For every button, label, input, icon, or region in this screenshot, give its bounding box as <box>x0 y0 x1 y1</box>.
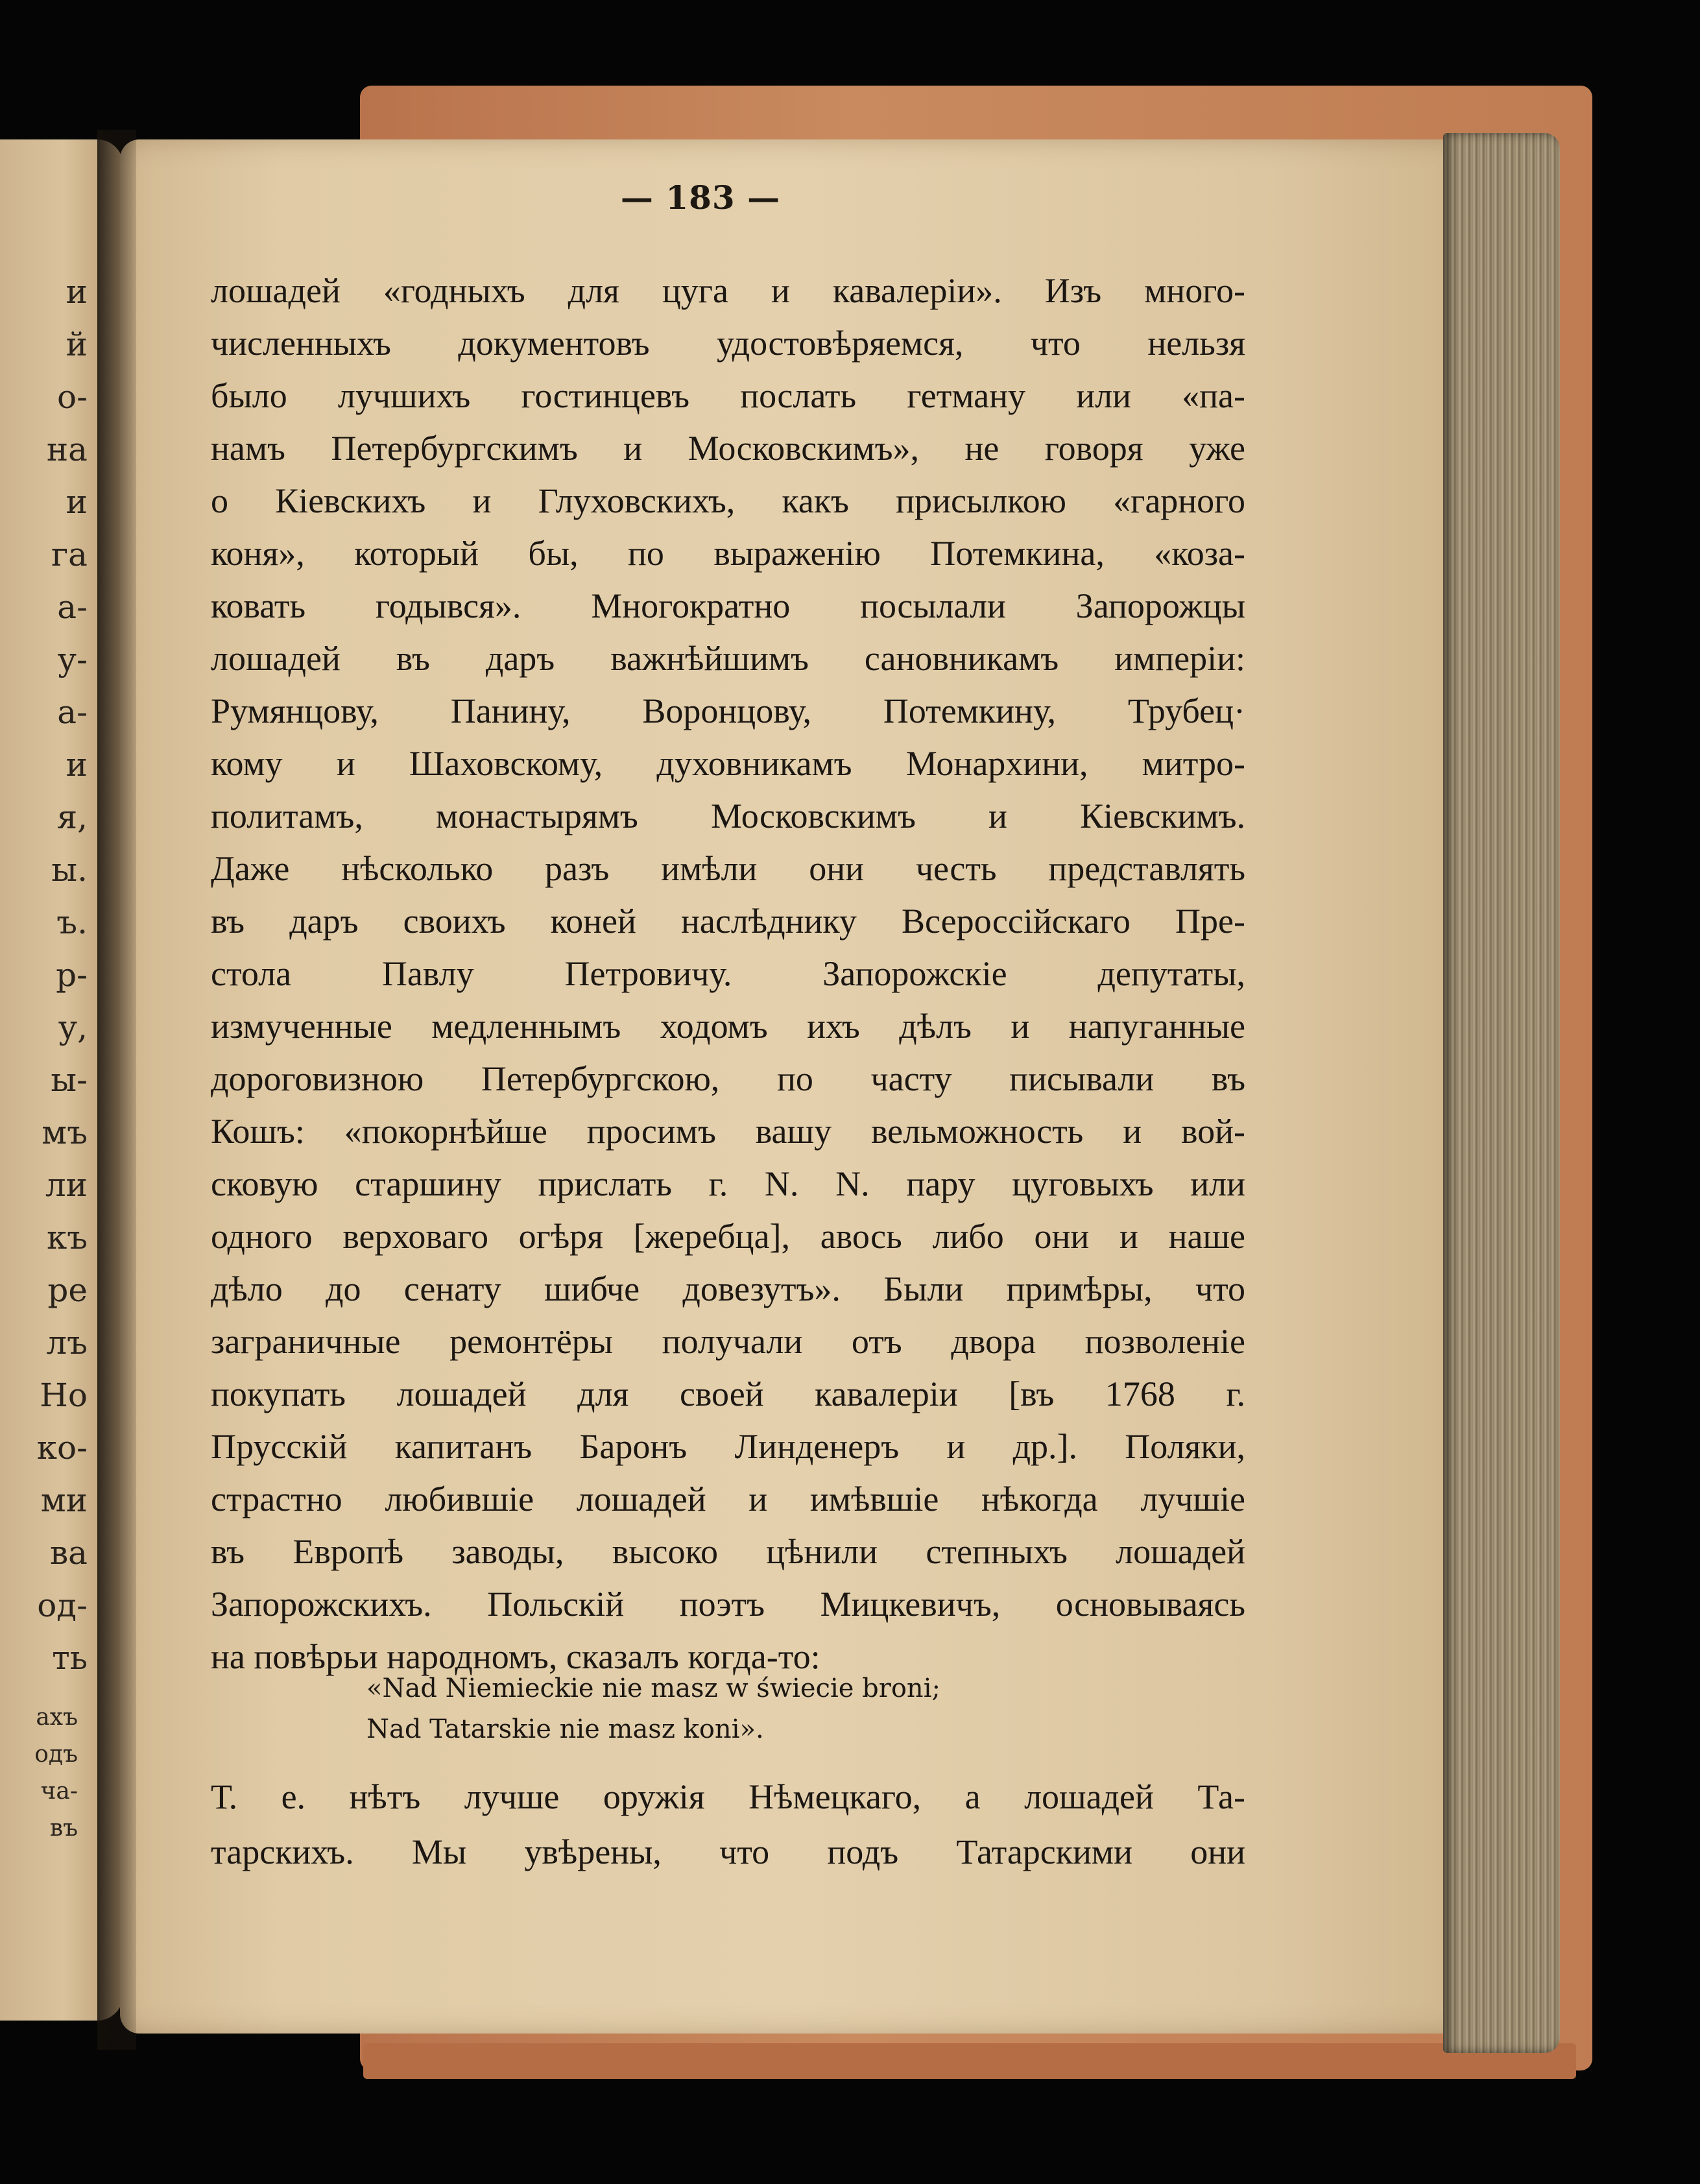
text-line: одного верховаго огѣря [жеребца], авось либо они и наше <box>211 1217 1245 1256</box>
text-line: тарскихъ. Мы увѣрены, что подъ Татарскими они <box>211 1832 1245 1871</box>
text-line: сковую старшину прислать г. N. N. пару цуговыхъ или <box>211 1164 1245 1203</box>
text-line: дороговизною Петербургскою, по часту писывали въ <box>211 1059 1245 1098</box>
text-line: было лучшихъ гостинцевъ послать гетману или «па- <box>211 376 1245 415</box>
text-line: въ даръ своихъ коней наслѣднику Всероссійскаго Пре- <box>211 902 1245 941</box>
page-body-text <box>211 265 1245 1683</box>
left-page-fragment: од- <box>37 1587 88 1624</box>
text-line: лошадей въ даръ важнѣйшимъ сановникамъ имперіи: <box>211 639 1245 678</box>
left-page-fragment: лъ <box>46 1324 88 1362</box>
left-page-fragment: у, <box>58 1009 88 1046</box>
left-page-fragment: р- <box>56 956 88 994</box>
text-line: Запорожскихъ. Польскій поэтъ Мицкевичъ, основываясь <box>211 1585 1245 1624</box>
left-page-fragment: ъ. <box>56 904 88 941</box>
left-page-fragment: и <box>66 483 88 521</box>
left-page-fragment: ре <box>47 1271 88 1309</box>
text-line: покупать лошадей для своей кавалеріи [въ 1768 г. <box>211 1374 1245 1413</box>
left-page-fragment: ы- <box>51 1061 88 1099</box>
text-line: коня», который бы, по выраженію Потемкина, «коза- <box>211 534 1245 573</box>
page-edges <box>1443 133 1560 2053</box>
page-body-text-continued <box>211 1770 1245 1880</box>
left-page-fragment: а- <box>57 693 88 731</box>
left-page-fragment: а- <box>57 588 88 626</box>
book-cover-bottom-edge <box>363 2043 1576 2079</box>
left-page-fragment: ча- <box>40 1778 78 1805</box>
verse-line: Nad Tatarskie nie masz koni». <box>366 1714 764 1744</box>
book-gutter <box>97 130 136 2050</box>
left-page-fragment: въ <box>49 1815 78 1842</box>
left-page-fragment: одъ <box>34 1741 78 1768</box>
left-page-fragment: ы. <box>51 851 88 889</box>
left-page-fragment: Но <box>40 1376 88 1414</box>
left-page-fragment: ва <box>50 1534 88 1572</box>
left-page-fragment: о- <box>57 378 88 416</box>
text-line: намъ Петербургскимъ и Московскимъ», не говоря уже <box>211 429 1245 468</box>
left-page-fragment: у- <box>57 641 88 678</box>
text-line: лошадей «годныхъ для цуга и кавалеріи». Изъ много- <box>211 271 1245 310</box>
text-line: на повѣрьи народномъ, сказалъ когда-то: <box>211 1637 820 1676</box>
left-page-fragment: мъ <box>42 1114 88 1151</box>
left-page-fragment: и <box>66 273 88 311</box>
text-line: Кошъ: «покорнѣйше просимъ вашу вельможность и вой- <box>211 1112 1245 1151</box>
left-page-fragment: й <box>66 326 88 363</box>
text-line: заграничные ремонтёры получали отъ двора позволеніе <box>211 1322 1245 1361</box>
text-line: ковать годывся». Многократно посылали Запорожцы <box>211 586 1245 625</box>
text-line: въ Европѣ заводы, высоко цѣнили степныхъ лошадей <box>211 1532 1245 1571</box>
left-page-fragment: ахъ <box>36 1704 78 1731</box>
text-line: страстно любившіе лошадей и имѣвшіе нѣкогда лучшіе <box>211 1480 1245 1518</box>
left-page-fragment: къ <box>46 1219 88 1256</box>
left-page-fragment: и <box>66 746 88 784</box>
text-line: о Кіевскихъ и Глуховскихъ, какъ присылкою «гарного <box>211 481 1245 520</box>
text-line: измученные медленнымъ ходомъ ихъ дѣлъ и напуганные <box>211 1007 1245 1046</box>
text-line: политамъ, монастырямъ Московскимъ и Кіевскимъ. <box>211 797 1245 835</box>
text-line: Румянцову, Панину, Воронцову, Потемкину, Трубец· <box>211 691 1245 730</box>
left-page-fragment: ко- <box>36 1429 88 1467</box>
page-number: — 183 — <box>620 178 781 217</box>
text-line: Прусскій капитанъ Баронъ Линденеръ и др.]. Поляки, <box>211 1427 1245 1466</box>
left-page-fragment: на <box>46 431 88 468</box>
verse-line: «Nad Niemieckie nie masz w świecie broni; <box>366 1674 940 1703</box>
left-page-fragment: ми <box>40 1482 88 1519</box>
left-page-fragment: ли <box>45 1166 88 1204</box>
text-line: дѣло до сенату шибче довезутъ». Были примѣры, что <box>211 1269 1245 1308</box>
text-line: Т. е. нѣтъ лучше оружія Нѣмецкаго, а лошадей Та- <box>211 1777 1245 1816</box>
left-page-fragment: я, <box>56 798 88 836</box>
text-line: Даже нѣсколько разъ имѣли они честь представлять <box>211 849 1245 888</box>
text-line: кому и Шаховскому, духовникамъ Монархини, митро- <box>211 744 1245 783</box>
text-line: численныхъ документовъ удостовѣряемся, что нельзя <box>211 324 1245 363</box>
left-page-fragment: га <box>51 536 88 573</box>
left-page-fragment: ть <box>52 1639 88 1677</box>
text-line: стола Павлу Петровичу. Запорожскіе депутаты, <box>211 954 1245 993</box>
